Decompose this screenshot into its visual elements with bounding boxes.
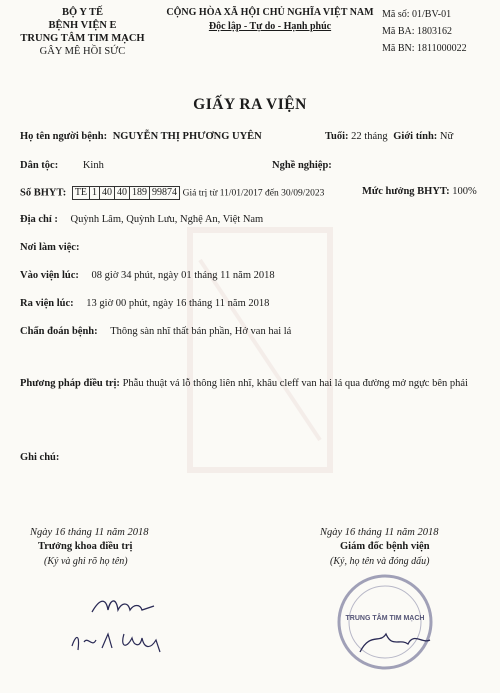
diagnosis-label: Chẩn đoán bệnh: <box>20 326 98 337</box>
dept-head-name-handwritten <box>68 628 168 656</box>
address-row <box>20 214 263 225</box>
note-row <box>20 452 59 463</box>
treatment-label: Phương pháp điều trị: <box>20 378 120 389</box>
patient-age: 22 tháng <box>351 131 388 142</box>
hospital-name: BỆNH VIỆN E <box>48 20 117 31</box>
name-label: Họ tên người bệnh: <box>20 131 108 142</box>
benefit-row <box>362 186 477 197</box>
head-of-department-title: Trưởng khoa điều trị <box>38 541 133 552</box>
center-name: TRUNG TÂM TIM MẠCH <box>20 33 145 44</box>
dept-head-signature <box>88 590 158 620</box>
admit-time: 08 giờ 34 phút, ngày 01 tháng 11 năm 2018 <box>91 270 275 281</box>
diagnosis-row <box>20 326 291 337</box>
insurance-validity: Giá trị từ 11/01/2017 đến 30/09/2023 <box>182 188 325 199</box>
document-title: GIẤY RA VIỆN <box>193 96 307 113</box>
right-sign-date: Ngày 16 tháng 11 năm 2018 <box>320 527 439 538</box>
insurance-cell: 40 <box>100 187 115 199</box>
admit-row <box>20 270 275 281</box>
nation-title: CỘNG HÒA XÃ HỘI CHỦ NGHĨA VIỆT NAM <box>166 7 374 18</box>
discharge-row <box>20 298 269 309</box>
discharge-label: Ra viện lúc: <box>20 298 74 309</box>
hospital-stamp <box>330 572 440 672</box>
insurance-cell: 189 <box>130 187 150 199</box>
job-row <box>272 160 332 171</box>
director-title: Giám đốc bệnh viện <box>340 541 430 552</box>
treatment-text: Phẫu thuật vá lỗ thông liên nhĩ, khâu cleff van hai lá qua đường mở ngực bên phải <box>122 378 468 389</box>
note-label: Ghi chú: <box>20 452 60 463</box>
age-sex-row <box>325 131 453 142</box>
insurance-cell: 40 <box>115 187 130 199</box>
patient-code: Mã BN: 1811000022 <box>382 43 467 54</box>
ethnic-label: Dân tộc: <box>20 160 59 171</box>
workplace-row <box>20 242 79 253</box>
benefit-value: 100% <box>452 186 477 197</box>
record-codes <box>382 6 494 57</box>
form-number: Mã số: 01/BV-01 <box>382 9 452 20</box>
left-sign-date: Ngày 16 tháng 11 năm 2018 <box>30 527 149 538</box>
age-label: Tuổi: <box>325 131 349 142</box>
patient-sex: Nữ <box>439 131 454 142</box>
dept-name: GÂY MÊ HỒI SỨC <box>39 46 126 57</box>
diagnosis-text: Thông sàn nhĩ thất bán phần, Hở van hai lá <box>110 326 292 337</box>
insurance-cell: 99874 <box>152 187 178 198</box>
patient-name: NGUYỄN THỊ PHƯƠNG UYÊN <box>112 131 262 142</box>
national-header <box>160 6 380 34</box>
workplace-label: Nơi làm việc: <box>20 242 80 253</box>
ethnic-row <box>20 160 104 171</box>
patient-ethnic: Kinh <box>82 160 104 171</box>
discharge-time: 13 giờ 00 phút, ngày 16 tháng 11 năm 2018 <box>86 298 270 309</box>
treatment-row <box>20 376 480 391</box>
right-sign-hint: (Ký, họ tên và đóng dấu) <box>330 556 430 567</box>
left-sign-hint: (Ký và ghi rõ họ tên) <box>44 556 128 567</box>
patient-address: Quỳnh Lâm, Quỳnh Lưu, Nghệ An, Việt Nam <box>70 214 264 225</box>
job-label: Nghề nghiệp: <box>272 160 332 171</box>
svg-text:TRUNG TÂM TIM MẠCH <box>346 613 425 622</box>
sex-label: Giới tính: <box>393 131 438 142</box>
address-label: Địa chỉ : <box>20 214 58 225</box>
hospital-header <box>20 6 145 58</box>
insurance-label: Số BHYT: <box>20 187 67 199</box>
admit-label: Vào viện lúc: <box>20 270 79 281</box>
record-code: Mã BA: 1803162 <box>382 26 452 37</box>
name-row <box>20 131 262 142</box>
ministry-name: BỘ Y TẾ <box>61 7 104 18</box>
stamp-text: TRUNG TÂM TIM MẠCH <box>345 615 425 622</box>
insurance-row <box>20 186 324 200</box>
benefit-label: Mức hưởng BHYT: <box>362 186 450 197</box>
insurance-cell: TE <box>73 187 90 199</box>
insurance-cell: 1 <box>90 187 100 199</box>
insurance-number-boxes <box>72 186 180 200</box>
watermark-stamp <box>170 220 350 480</box>
national-motto: Độc lập - Tự do - Hạnh phúc <box>208 21 332 32</box>
